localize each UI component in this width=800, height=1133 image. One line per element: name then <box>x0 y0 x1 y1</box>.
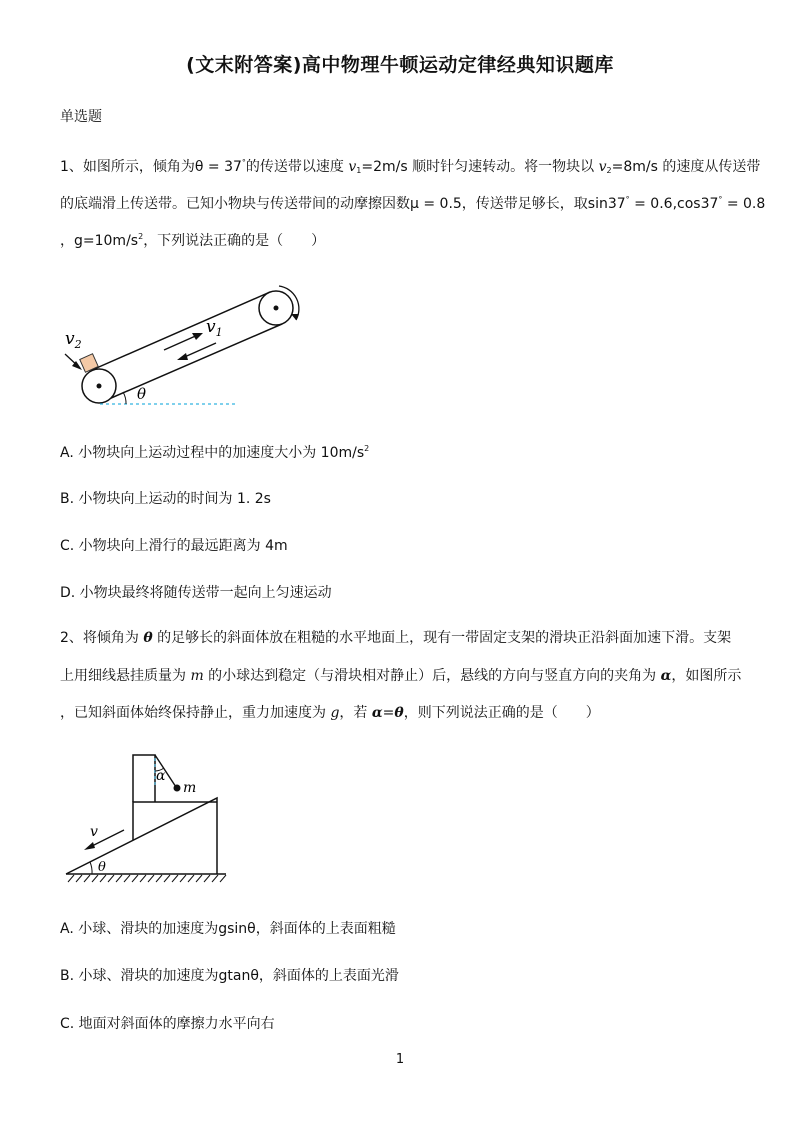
section-heading: 单选题 <box>60 109 102 125</box>
q1-option-d: D. 小物块最终将随传送带一起向上匀速运动 <box>60 585 332 601</box>
fig2-theta-label: θ <box>98 860 106 875</box>
q2-option-c: C. 地面对斜面体的摩擦力水平向右 <box>60 1016 275 1032</box>
conveyor-belt-figure <box>60 276 320 416</box>
page-number: 1 <box>395 1052 405 1067</box>
q2-stem-line2: 上用细线悬挂质量为 m 的小球达到稳定（与滑块相对静止）后，悬线的方向与竖直方向的夹角为 α，如图所示 <box>60 668 742 684</box>
incline-slider-figure <box>60 748 240 888</box>
fig1-theta-label: θ <box>137 385 147 403</box>
q1-option-c: C. 小物块向上滑行的最远距离为 4m <box>60 538 288 554</box>
q1-option-b: B. 小物块向上运动的时间为 1. 2s <box>60 491 271 507</box>
ball <box>174 785 181 792</box>
q1-option-a: A. 小物块向上运动过程中的加速度大小为 $10m/s^2$ <box>60 444 370 461</box>
fig2-alpha-label: α <box>156 768 166 784</box>
q2-option-a: A. 小球、滑块的加速度为gsinθ，斜面体的上表面粗糙 <box>60 921 396 937</box>
q1-stem-line3: ，$g=10m/s^2$，下列说法正确的是（ ） <box>60 232 326 249</box>
fig2-v-label: v <box>90 824 98 840</box>
support-frame <box>133 755 155 802</box>
q2-stem-line3: ，已知斜面体始终保持静止，重力加速度为 g，若 α=θ，则下列说法正确的是（ ） <box>60 705 600 721</box>
q1-stem-line2: 的底端滑上传送带。已知小物块与传送带间的动摩擦因数μ = 0.5，传送带足够长，取sin37° = 0.6,cos37° = 0.8 <box>60 195 766 212</box>
q2-stem-line1: 2、将倾角为 θ 的足够长的斜面体放在粗糙的水平地面上，现有一带固定支架的滑块正沿斜面加速下滑。支架 <box>60 630 732 646</box>
q2-option-b: B. 小球、滑块的加速度为gtanθ，斜面体的上表面光滑 <box>60 968 399 984</box>
incline <box>66 798 217 874</box>
fig1-v2-label: $v_2$ <box>65 329 82 351</box>
fig2-m-label: m <box>183 780 197 796</box>
q1-stem-line1: 1、如图所示，倾角为θ = 37°的传送带以速度 $v_1=2m/s$ 顺时针匀速转动。将一物块以 $v_2=8m/s$ 的速度从传送带 <box>60 158 761 175</box>
fig1-v1-label: $v_1$ <box>206 317 223 339</box>
page-title: (文末附答案)高中物理牛顿运动定律经典知识题库 <box>186 54 614 76</box>
